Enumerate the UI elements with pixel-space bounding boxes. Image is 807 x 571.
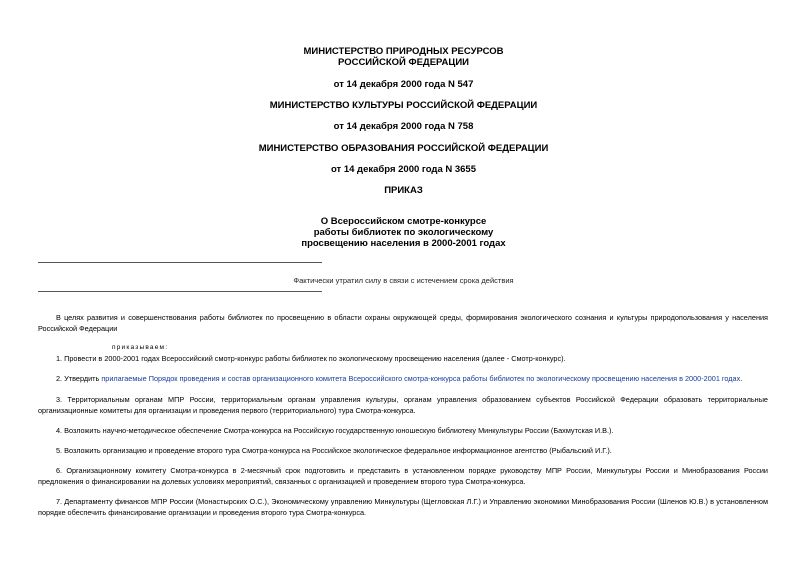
intro-paragraph: В целях развития и совершенствования работы библиотек по просвещению в области охраны окружающей среды, формирования экологического сознания и культуры природопользования у населения Российской Федерации (38, 313, 768, 333)
item-6: 6. Организационному комитету Смотра-конкурса в 2-месячный срок подготовить и представить в установленном порядке руководству МПР России, Минкультуры России и Минобразования России предложения о финансировании на долевых условиях мероприятий, связанных с организацией и проведением второго тура Смотра-конкурса. (38, 466, 768, 486)
title-line-2: работы библиотек по экологическому (313, 227, 494, 238)
divider-top (38, 262, 322, 263)
item-5: 5. Возложить организацию и проведение второго тура Смотра-конкурса на Российское экологическое федеральное информационное агентство (Рыбальский И.Г.). (56, 446, 612, 455)
ministry-2: МИНИСТЕРСТВО КУЛЬТУРЫ РОССИЙСКОЙ ФЕДЕРАЦИИ (269, 100, 538, 111)
item-2: 2. Утвердить прилагаемые Порядок проведения и состав организационного комитета Всероссийского смотра-конкурса работы библиотек по экологическому просвещению населения в 2000-2001 годах. (56, 374, 743, 383)
item-7: 7. Департаменту финансов МПР России (Монастырских О.С.), Экономическому управлению Минкультуры (Щегловская Л.Г.) и Управлению экономики Минобразования России (Шленов Ю.В.) в установленном порядке обеспечить финансирование организации и проведения второго тура Смотра-конкурса. (38, 497, 768, 517)
date-2: от 14 декабря 2000 года N 758 (333, 121, 474, 132)
title-line-1: О Всероссийском смотре-конкурсе (320, 216, 487, 227)
ministry-3: МИНИСТЕРСТВО ОБРАЗОВАНИЯ РОССИЙСКОЙ ФЕДЕРАЦИИ (258, 143, 549, 154)
status-note: Фактически утратил силу в связи с истечением срока действия (293, 276, 514, 285)
date-1: от 14 декабря 2000 года N 547 (333, 79, 474, 90)
item-4: 4. Возложить научно-методическое обеспечение Смотра-конкурса на Российскую государственную юношескую библиотеку Минкультуры России (Бахмутская И.В.). (56, 426, 614, 435)
order-word: приказываем: (112, 344, 169, 351)
doc-type: ПРИКАЗ (384, 185, 423, 196)
item-1: 1. Провести в 2000-2001 годах Всероссийский смотр-конкурс работы библиотек по экологическому просвещению населения (далее - Смотр-конкурс). (56, 354, 566, 363)
title-line-3: просвещению населения в 2000-2001 годах (301, 238, 506, 249)
divider-bottom (38, 291, 322, 292)
item-3: 3. Территориальным органам МПР России, территориальным органам управления культуры, органам управления образованием субъектов Российской Федерации образовать территориальные организационные комитеты для организации и проведения первого (территориального) тура Смотра-конкурса. (38, 395, 768, 415)
ministry-1-line-2: РОССИЙСКОЙ ФЕДЕРАЦИИ (337, 57, 469, 68)
date-3: от 14 декабря 2000 года N 3655 (330, 164, 476, 175)
approved-procedure-link[interactable]: прилагаемые Порядок проведения и состав организационного комитета Всероссийского смотра-конкурса работы библиотек по экологическому просвещению населения в 2000-2001 годах (101, 374, 741, 383)
ministry-1-line-1: МИНИСТЕРСТВО ПРИРОДНЫХ РЕСУРСОВ (303, 46, 504, 57)
